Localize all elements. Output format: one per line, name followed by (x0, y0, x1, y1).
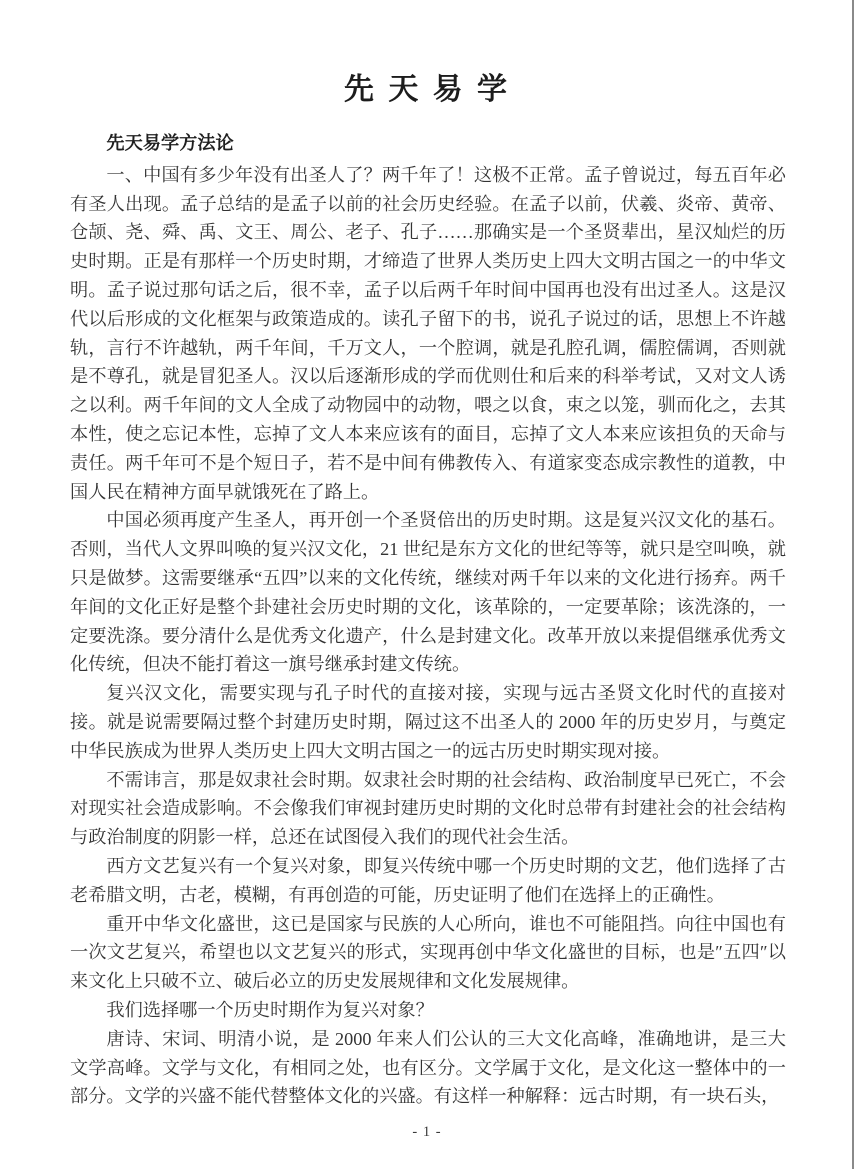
paragraph: 西方文艺复兴有一个复兴对象，即复兴传统中哪一个历史时期的文艺，他们选择了古老希腊文明，古老，模糊，有再创造的可能，历史证明了他们在选择上的正确性。 (70, 855, 786, 905)
page-number: - 1 - (412, 1124, 442, 1140)
paragraph: 重开中华文化盛世，这已是国家与民族的人心所向，谁也不可能阻挡。向往中国也有一次文艺复兴，希望也以文艺复兴的形式，实现再创中华文化盛世的目标，也是″五四″以来文化上只破不立、破后必立的历史发展规律和文化发展规律。 (70, 913, 786, 992)
paragraph: 一、中国有多少年没有出圣人了？两千年了！这极不正常。孟子曾说过，每五百年必有圣人出现。孟子总结的是孟子以前的社会历史经验。在孟子以前，伏羲、炎帝、黄帝、仓颉、尧、舜、禹、文王、周公、老子、孔子……那确实是一个圣贤辈出，星汉灿烂的历史时期。正是有那样一个历史时期，才缔造了世界人类历史上四大文明古国之一的中华文明。孟子说过那句话之后，很不幸，孟子以后两千年时间中国再也没有出过圣人。这是汉代以后形成的文化框架与政策造成的。读孔子留下的书，说孔子说过的话，思想上不许越轨，言行不许越轨，两千年间，千万文人，一个腔调，就是孔腔孔调，儒腔儒调，否则就是不尊孔，就是冒犯圣人。汉以后逐渐形成的学而优则仕和后来的科举考试，又对文人诱之以利。两千年间的文人全成了动物园中的动物，喂之以食，束之以笼，驯而化之，去其本性，使之忘记本性，忘掉了文人本来应该有的面目，忘掉了文人本来应该担负的天命与责任。两千年可不是个短日子，若不是中间有佛教传入、有道家变态成宗教性的道教，中国人民在精神方面早就饿死在了路上。 (70, 164, 786, 502)
document-title: 先 天 易 学 (343, 73, 510, 106)
paragraph: 唐诗、宋词、明清小说，是 2000 年来人们公认的三大文化高峰，准确地讲，是三大文学高峰。文学与文化，有相同之处，也有区分。文学属于文化，是文化这一整体中的一部分。文学的兴盛不能代替整体文化的兴盛。有这样一种解释：远古时期，有一块石头， (70, 1028, 786, 1107)
paragraph: 不需讳言，那是奴隶社会时期。奴隶社会时期的社会结构、政治制度早已死亡，不会对现实社会造成影响。不会像我们审视封建历史时期的文化时总带有封建社会的社会结构与政治制度的阴影一样，总还在试图侵入我们的现代社会生活。 (70, 769, 786, 848)
paragraph: 复兴汉文化，需要实现与孔子时代的直接对接，实现与远古圣贤文化时代的直接对接。就是说需要隔过整个封建历史时期，隔过这不出圣人的 2000 年的历史岁月，与奠定中华民族成为世界人类历史上四大文明古国之一的远古历史时期实现对接。 (70, 683, 786, 761)
section-heading: 先天易学方法论 (106, 133, 234, 153)
paragraph: 中国必须再度产生圣人，再开创一个圣贤倍出的历史时期。这是复兴汉文化的基石。否则，当代人文界叫唤的复兴汉文化，21 世纪是东方文化的世纪等等，就只是空叫唤，就只是做梦。这需要继承“五四”以来的文化传统，继续对两千年以来的文化进行扬弃。两千年间的文化正好是整个卦建社会历史时期的文化，该革除的，一定要革除；该洗涤的，一定要洗涤。要分清什么是优秀文化遗产，什么是封建文化。改革开放以来提倡继承优秀文化传统，但决不能打着这一旗号继承封建文传统。 (70, 510, 786, 675)
document-body (70, 129, 786, 1111)
paragraph: 我们选择哪一个历史时期作为复兴对象？ (106, 999, 434, 1020)
